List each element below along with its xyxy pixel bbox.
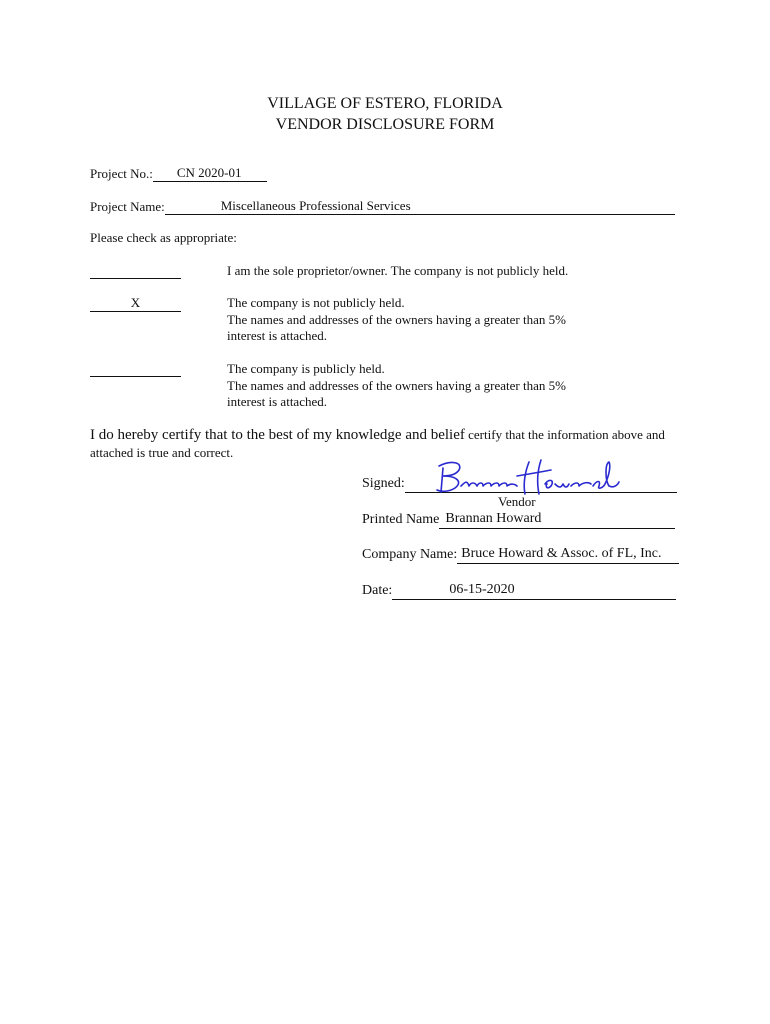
- project-number-label: Project No.:: [90, 166, 153, 181]
- certification-lead: I do hereby certify that to the best of my knowledge and belief: [90, 427, 465, 443]
- signature-stroke-h: [517, 460, 551, 494]
- project-name-label: Project Name:: [90, 199, 165, 214]
- option-1-checkbox-line[interactable]: [90, 262, 181, 279]
- company-name-label: Company Name:: [362, 547, 458, 562]
- company-name-value: Bruce Howard & Assoc. of FL, Inc.: [461, 546, 662, 561]
- printed-name-label: Printed Name: [362, 512, 440, 527]
- company-name-row: [362, 546, 679, 564]
- date-label: Date:: [362, 583, 393, 598]
- printed-name-value: Brannan Howard: [445, 511, 542, 526]
- project-name-row: [90, 198, 675, 215]
- company-name-field[interactable]: [457, 547, 679, 564]
- project-name-value: Miscellaneous Professional Services: [220, 198, 411, 213]
- date-row: [362, 582, 676, 600]
- signed-label: Signed:: [362, 476, 405, 491]
- signature-stroke-oward: [545, 462, 619, 488]
- option-1-line-1: I am the sole proprietor/owner. The company is not publicly held.: [227, 263, 569, 278]
- form-title-line-1: VILLAGE OF ESTERO, FLORIDA: [267, 95, 503, 112]
- option-2-mark: X: [130, 295, 141, 310]
- option-3-line-2: The names and addresses of the owners having a greater than 5%: [227, 377, 566, 393]
- signature-stroke-b: [437, 463, 460, 492]
- option-2-line-3: interest is attached.: [227, 328, 327, 343]
- option-3-line-1: The company is publicly held.: [227, 361, 385, 376]
- signature-stroke-rannan: [461, 482, 517, 486]
- date-field[interactable]: [392, 583, 676, 600]
- option-2-checkbox-line[interactable]: [90, 295, 181, 312]
- option-1-text: [227, 263, 568, 280]
- vendor-label: Vendor: [498, 494, 536, 509]
- printed-name-field[interactable]: [439, 512, 675, 529]
- project-number-field[interactable]: [153, 165, 267, 182]
- option-3-checkbox-line[interactable]: [90, 360, 181, 377]
- form-title-line-2: VENDOR DISCLOSURE FORM: [275, 116, 495, 133]
- certification-rest: certify that the information above and attached is true and correct.: [90, 427, 665, 460]
- date-value: 06-15-2020: [449, 582, 515, 597]
- option-3-line-3: interest is attached.: [227, 394, 327, 409]
- printed-name-row: [362, 511, 675, 529]
- project-number-value: CN 2020-01: [176, 165, 242, 180]
- project-number-row: [90, 165, 267, 182]
- option-2-line-2: The names and addresses of the owners having a greater than 5%: [227, 311, 566, 327]
- project-name-field[interactable]: [165, 198, 675, 215]
- option-2-text: [227, 295, 566, 345]
- instructions-text: Please check as appropriate:: [90, 230, 237, 245]
- option-2-line-1: The company is not publicly held.: [227, 295, 405, 310]
- option-3-text: [227, 361, 566, 411]
